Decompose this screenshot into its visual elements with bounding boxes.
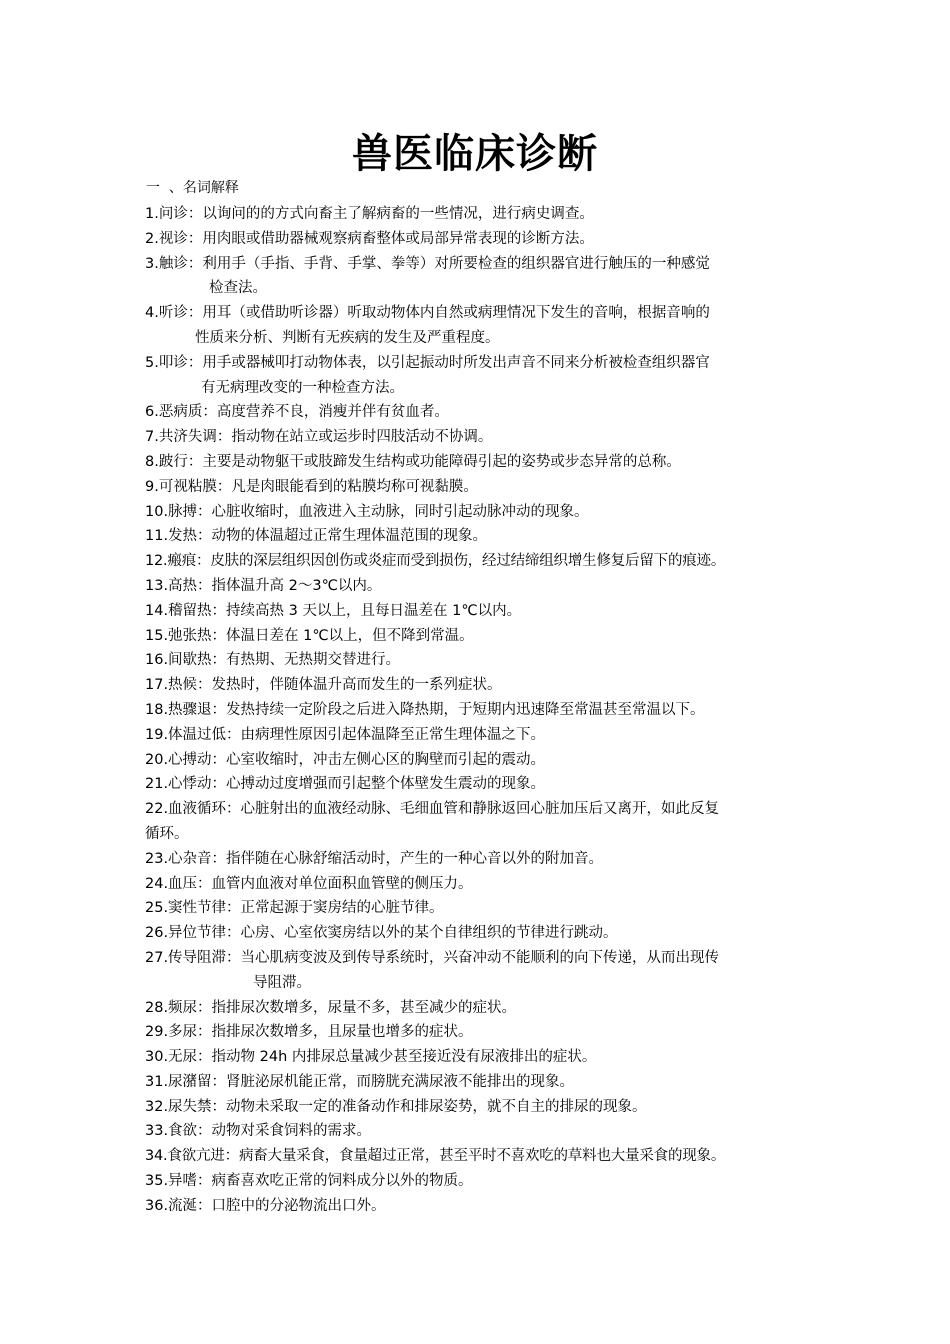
- entry-text: 3.触诊：利用手（手指、手背、手掌、拳等）对所要检查的组织器官进行触压的一种感觉: [145, 255, 710, 272]
- entry-text: 16.间歇热：有热期、无热期交替进行。: [145, 652, 401, 669]
- entry-text: 21.心悸动：心搏动过度增强而引起整个体壁发生震动的现象。: [145, 776, 546, 793]
- entry-text: 9.可视粘膜：凡是肉眼能看到的粘膜均称可视黏膜。: [145, 478, 478, 495]
- entry-text: 11.发热：动物的体温超过正常生理体温范围的现象。: [145, 528, 488, 545]
- definition-entry: [145, 524, 825, 549]
- definition-entry: [145, 202, 825, 227]
- entry-text-continued: 检查法。: [209, 280, 267, 297]
- entry-text: 30.无尿：指动物 24h 内排尿总量减少甚至接近没有尿液排出的症状。: [145, 1049, 597, 1066]
- definition-entry: [145, 549, 825, 574]
- entry-text-continued: 有无病理改变的一种检查方法。: [201, 379, 404, 396]
- definition-entry: [145, 921, 825, 946]
- entry-text: 14.稽留热：持续高热 3 天以上，且每日温差在 1℃以内。: [145, 602, 522, 619]
- definition-entry: [145, 500, 825, 525]
- entry-text: 31.尿潴留：肾脏泌尿机能正常，而膀胱充满尿液不能排出的现象。: [145, 1073, 575, 1090]
- entry-text: 1.问诊：以询问的的方式向畜主了解病畜的一些情况，进行病史调查。: [145, 206, 594, 222]
- definition-entry: [145, 450, 825, 475]
- entry-text: 10.脉搏：心脏收缩时，血液进入主动脉，同时引起动脉冲动的现象。: [145, 503, 589, 520]
- entry-text: 29.多尿：指排尿次数增多，且尿量也增多的症状。: [145, 1024, 473, 1041]
- definition-entry: [145, 772, 825, 797]
- entry-text: 12.瘢痕：皮肤的深层组织因创伤或炎症而受到损伤，经过结缔组织增生修复后留下的痕迹。: [145, 553, 726, 570]
- definition-entry: [145, 574, 825, 599]
- entry-text: 34.食欲亢进：病畜大量采食，食量超过正常，甚至平时不喜欢吃的草料也大量采食的现象。: [145, 1148, 726, 1165]
- entry-text: 8.跛行：主要是动物躯干或肢蹄发生结构或功能障碍引起的姿势或步态异常的总称。: [145, 453, 681, 470]
- section-heading: 一 、名词解释: [146, 180, 239, 196]
- definition-entry: [145, 599, 825, 624]
- entry-text: 32.尿失禁：动物未采取一定的准备动作和排尿姿势，就不自主的排尿的现象。: [145, 1098, 647, 1115]
- definition-entry: [145, 996, 825, 1021]
- entry-text-continued: 导阻滞。: [253, 974, 311, 991]
- entry-text-continued: 循环。: [145, 825, 189, 842]
- entry-text: 7.共济失调：指动物在站立或运步时四肢活动不协调。: [145, 429, 493, 446]
- definition-entry: [145, 252, 825, 302]
- entry-text: 27.传导阻滞：当心肌病变波及到传导系统时，兴奋冲动不能顺利的向下传递，从而出现传: [145, 949, 720, 966]
- definition-entry: [145, 673, 825, 698]
- entry-text: 5.叩诊：用手或器械叩打动物体表，以引起振动时所发出声音不同来分析被检查组织器官: [145, 354, 710, 371]
- definition-entry: [145, 698, 825, 723]
- entry-text: 4.听诊：用耳（或借助听诊器）听取动物体内自然或病理情况下发生的音响，根据音响的: [145, 305, 710, 322]
- definition-entry: [145, 301, 825, 351]
- entry-text: 35.异嗜：病畜喜欢吃正常的饲料成分以外的物质。: [145, 1173, 473, 1190]
- definition-entry: [145, 1119, 825, 1144]
- definition-entry: [145, 351, 825, 401]
- definition-entry: [145, 624, 825, 649]
- entry-text: 24.血压：血管内血液对单位面积血管壁的侧压力。: [145, 875, 473, 892]
- definition-entry: [145, 872, 825, 897]
- definition-entry: [145, 847, 825, 872]
- definition-entry: [145, 1169, 825, 1194]
- entry-text: 26.异位节律：心房、心室依窦房结以外的某个自律组织的节律进行跳动。: [145, 925, 618, 942]
- definition-entry: [145, 1144, 825, 1169]
- entry-text: 6.恶病质：高度营养不良，消瘦并伴有贫血者。: [145, 404, 449, 421]
- document-title: 兽医临床诊断: [352, 130, 598, 177]
- definition-entry: [145, 896, 825, 921]
- entry-text: 36.流涎：口腔中的分泌物流出口外。: [145, 1197, 386, 1214]
- definition-entry: [145, 475, 825, 500]
- definition-entry: [145, 648, 825, 673]
- definition-entry: [145, 1070, 825, 1095]
- entry-text: 22.血液循环：心脏射出的血液经动脉、毛细血管和静脉返回心脏加压后又离开，如此反复: [145, 801, 720, 818]
- entry-text: 25.窦性节律：正常起源于窦房结的心脏节律。: [145, 900, 444, 917]
- entry-text: 2.视诊：用肉眼或借助器械观察病畜整体或局部异常表现的诊断方法。: [145, 230, 594, 247]
- definition-entry: [145, 1194, 825, 1219]
- definition-list: [145, 202, 825, 1219]
- definition-entry: [145, 723, 825, 748]
- entry-text-continued: 性质来分析、判断有无疾病的发生及严重程度。: [195, 329, 500, 346]
- entry-text: 13.高热：指体温升高 2～3℃以内。: [145, 577, 382, 594]
- definition-entry: [145, 797, 825, 847]
- entry-text: 15.弛张热：体温日差在 1℃以上，但不降到常温。: [145, 627, 474, 644]
- definition-entry: [145, 400, 825, 425]
- entry-text: 20.心搏动：心室收缩时，冲击左侧心区的胸壁而引起的震动。: [145, 751, 546, 768]
- entry-text: 33.食欲：动物对采食饲料的需求。: [145, 1123, 372, 1140]
- entry-text: 18.热骤退：发热持续一定阶段之后进入降热期，于短期内迅速降至常温甚至常温以下。: [145, 701, 705, 718]
- definition-entry: [145, 227, 825, 252]
- entry-text: 19.体温过低：由病理性原因引起体温降至正常生理体温之下。: [145, 726, 546, 743]
- definition-entry: [145, 748, 825, 773]
- definition-entry: [145, 1045, 825, 1070]
- entry-text: 23.心杂音：指伴随在心脉舒缩活动时，产生的一种心音以外的附加音。: [145, 850, 604, 867]
- definition-entry: [145, 946, 825, 996]
- definition-entry: [145, 425, 825, 450]
- definition-entry: [145, 1095, 825, 1120]
- entry-text: 17.热候：发热时，伴随体温升高而发生的一系列症状。: [145, 677, 502, 694]
- entry-text: 28.频尿：指排尿次数增多，尿量不多，甚至减少的症状。: [145, 999, 517, 1016]
- definition-entry: [145, 1020, 825, 1045]
